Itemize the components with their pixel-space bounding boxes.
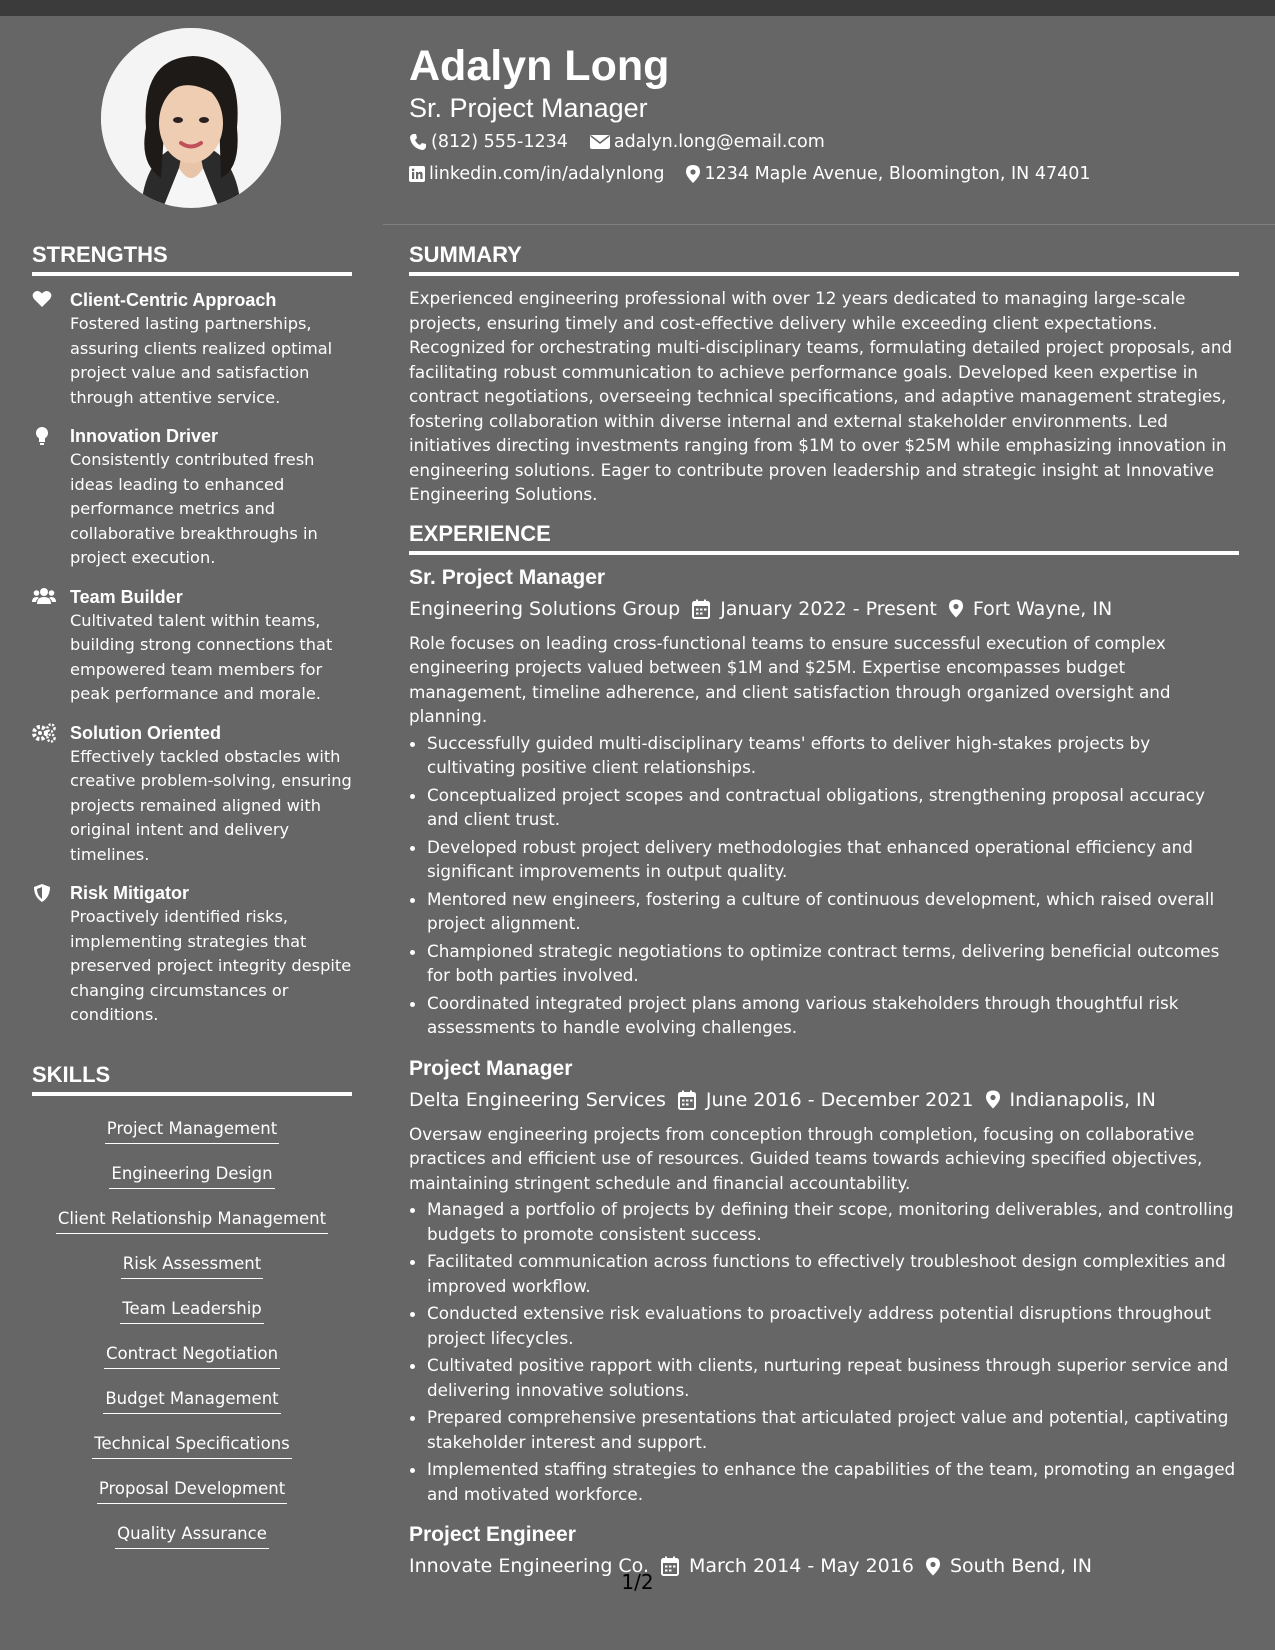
- strength-title: Client-Centric Approach: [70, 290, 277, 310]
- skill-item: Risk Assessment: [121, 1251, 263, 1279]
- job-bullet: • Prepared comprehensive presentations that articulated project value and potential, captivating stakeholder interest and support.: [427, 1405, 1239, 1454]
- map-pin-icon: [949, 599, 963, 618]
- skills-heading: SKILLS: [32, 1062, 352, 1096]
- job-bullet: • Championed strategic negotiations to optimize contract terms, delivering beneficial outcomes for both parties involved.: [427, 939, 1239, 988]
- email-text: adalyn.long@email.com: [613, 132, 825, 152]
- job-title: Project Manager: [409, 1056, 573, 1080]
- job-bullet: • Mentored new engineers, fostering a culture of continuous development, which raised overall project alignment.: [427, 887, 1239, 936]
- job-bullet: • Managed a portfolio of projects by defining their scope, monitoring deliverables, and controlling budgets to promote consistent success.: [427, 1197, 1239, 1246]
- calendar-icon: [692, 599, 710, 619]
- profile-photo: [101, 28, 281, 208]
- job-entry: [409, 563, 1239, 1040]
- calendar-icon: [678, 1090, 696, 1110]
- strength-title: Innovation Driver: [70, 426, 219, 446]
- strength-item: [32, 585, 352, 707]
- job-entry: [409, 1054, 1239, 1507]
- strength-item: [32, 721, 352, 868]
- job-bullet: • Implemented staffing strategies to enhance the capabilities of the team, promoting an engaged and motivated workforce.: [427, 1457, 1239, 1506]
- experience-heading: EXPERIENCE: [409, 521, 1239, 555]
- job-location-group: [949, 593, 1112, 625]
- strength-description: Proactively identified risks, implementing strategies that preserved project integrity despite changing circumstances or conditions.: [70, 907, 352, 1024]
- address-contact: [686, 158, 1090, 190]
- contact-row: [409, 158, 1249, 190]
- job-bullet: • Conducted extensive risk evaluations to proactively address potential disruptions throughout project lifecycles.: [427, 1301, 1239, 1350]
- job-dates: March 2014 - May 2016: [689, 1555, 914, 1577]
- strengths-section: [32, 242, 352, 1028]
- job-location-group: [986, 1084, 1156, 1116]
- skill-item: Proposal Development: [97, 1476, 287, 1504]
- job-company: Engineering Solutions Group: [409, 597, 681, 620]
- job-bullet: • Conceptualized project scopes and contractual obligations, strengthening proposal accuracy and client trust.: [427, 783, 1239, 832]
- job-location: Indianapolis, IN: [1009, 1088, 1156, 1111]
- summary-heading: SUMMARY: [409, 242, 1239, 276]
- resume-header: [409, 40, 1249, 190]
- job-bullet: • Coordinated integrated project plans among various stakeholders through thoughtful risk assessments to handle evolving challenges.: [427, 991, 1239, 1040]
- summary-text: Experienced engineering professional with over 12 years dedicated to managing large-scale projects, ensuring timely and cost-effective delivery while exceeding client expectations. Recognized for orchestrating multi-disciplinary teams, formulating detailed project proposals, and facilitating robust communication to achieve performance goals. Developed keen expertise in contract negotiations, overseeing technical specifications, and adaptive management strategies, fostering collaboration within diverse internal and external stakeholder environments. Led initiatives directing investments ranging from $1M to over $25M while emphasizing innovation in engineering solutions. Eager to contribute proven leadership and strategic insight at Innovative Engineering Solutions.: [409, 288, 1233, 504]
- job-location: South Bend, IN: [949, 1555, 1092, 1577]
- envelope-icon: [590, 134, 610, 150]
- job-bullet: • Facilitated communication across functions to effectively troubleshoot design complexities and improved workflow.: [427, 1249, 1239, 1298]
- skill-item: Engineering Design: [109, 1161, 274, 1189]
- contact-row: [409, 126, 1249, 158]
- strength-item: [32, 288, 352, 410]
- shield-icon: [32, 883, 56, 903]
- strength-item: [32, 424, 352, 571]
- skills-list: [32, 1108, 352, 1558]
- job-dates: January 2022 - Present: [720, 597, 937, 620]
- linkedin-contact[interactable]: [409, 158, 664, 190]
- skill-item: Quality Assurance: [115, 1521, 269, 1549]
- job-bullets: [409, 1197, 1239, 1506]
- main-content: [409, 242, 1239, 1582]
- strength-title: Risk Mitigator: [70, 883, 190, 903]
- avatar-portrait-icon: [101, 28, 281, 208]
- candidate-role: Sr. Project Manager: [409, 93, 648, 123]
- strength-description: Fostered lasting partnerships, assuring clients realized optimal project value and satisfaction through attentive service.: [70, 314, 333, 407]
- skill-item: Budget Management: [103, 1386, 280, 1414]
- job-company: Delta Engineering Services: [409, 1088, 666, 1111]
- gears-icon: [32, 723, 56, 743]
- phone-contact[interactable]: [409, 126, 568, 158]
- page-number: 1/2: [621, 1570, 654, 1594]
- address-text: 1234 Maple Avenue, Bloomington, IN 47401: [704, 164, 1091, 184]
- strength-title: Solution Oriented: [70, 722, 221, 743]
- job-bullet: • Developed robust project delivery methodologies that enhanced operational efficiency and significant improvements in output quality.: [427, 835, 1239, 884]
- users-icon: [32, 587, 56, 607]
- job-description: Oversaw engineering projects from conception through completion, focusing on collaborative practices and efficient use of resources. Guided teams towards achieving specified objectives, maintaining stringent schedule and financial accountability.: [409, 1123, 1203, 1193]
- header-divider: [383, 224, 1275, 225]
- skill-item: Technical Specifications: [92, 1431, 292, 1459]
- strength-title: Team Builder: [70, 586, 183, 607]
- job-meta: [409, 1084, 1239, 1116]
- job-company: Innovate Engineering Co.: [409, 1555, 650, 1577]
- job-dates-group: [678, 1084, 974, 1116]
- phone-text: (812) 555-1234: [431, 132, 568, 152]
- email-contact[interactable]: [590, 126, 825, 158]
- job-title: Project Engineer: [409, 1523, 576, 1546]
- strength-item: [32, 881, 352, 1028]
- phone-icon: [409, 133, 427, 151]
- skill-item: Client Relationship Management: [56, 1206, 328, 1234]
- job-dates-group: [692, 593, 937, 625]
- job-description: Role focuses on leading cross-functional teams to ensure successful execution of complex engineering projects valued between $1M and $25M. Expertise encompasses budget management, timeline adherence, and client satisfaction through organized oversight and planning.: [409, 632, 1171, 726]
- map-pin-icon: [686, 165, 700, 183]
- linkedin-icon: [409, 166, 425, 182]
- skill-item: Project Management: [105, 1116, 279, 1144]
- job-dates: June 2016 - December 2021: [705, 1088, 974, 1111]
- strength-description: Consistently contributed fresh ideas leading to enhanced performance metrics and collaborative breakthroughs in project execution.: [70, 450, 318, 567]
- job-bullet: • Successfully guided multi-disciplinary teams' efforts to deliver high-stakes projects by cultivating positive client relationships.: [427, 731, 1239, 780]
- skill-item: Team Leadership: [120, 1296, 264, 1324]
- strengths-heading: STRENGTHS: [32, 242, 352, 276]
- job-bullet: • Cultivated positive rapport with clients, nurturing repeat business through superior service and delivering innovative solutions.: [427, 1353, 1239, 1402]
- strength-description: Effectively tackled obstacles with creative problem-solving, ensuring projects remained aligned with original intent and delivery timelines.: [70, 746, 352, 864]
- skill-item: Contract Negotiation: [104, 1341, 280, 1369]
- job-title: Sr. Project Manager: [409, 565, 606, 589]
- linkedin-text: linkedin.com/in/adalynlong: [429, 164, 665, 184]
- top-bar: [0, 0, 1275, 16]
- job-location: Fort Wayne, IN: [972, 597, 1113, 620]
- map-pin-icon: [986, 1090, 1000, 1109]
- job-bullets: [409, 731, 1239, 1040]
- candidate-name: Adalyn Long: [409, 42, 670, 90]
- heart-icon: [32, 290, 56, 310]
- strength-description: Cultivated talent within teams, building strong connections that empowered team members for peak performance and morale.: [70, 610, 333, 703]
- job-meta: [409, 593, 1239, 625]
- lightbulb-icon: [32, 426, 56, 446]
- skills-section: [32, 1062, 352, 1558]
